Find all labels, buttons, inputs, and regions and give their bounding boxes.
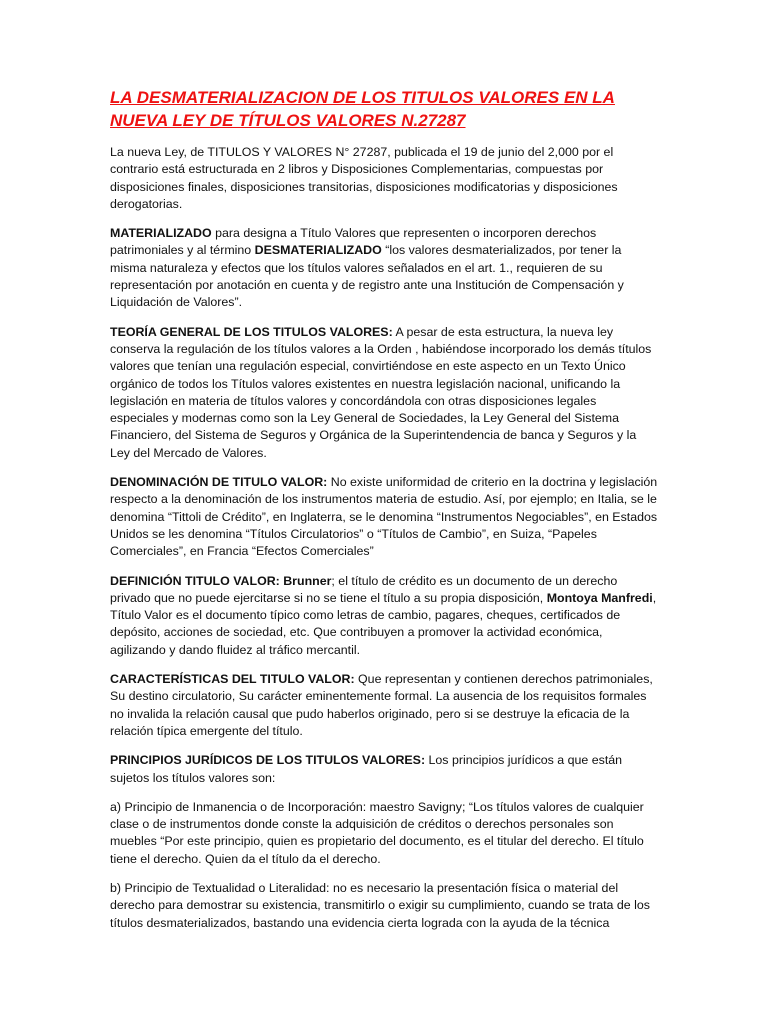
- materializado-text-2: “los valores desmaterializados, por tener la misma naturaleza y efectos que los títulos valores señalados en el art. 1., requieren de su representación por anotación en cuenta y de registro ante una Institución de Compensación y Liquidación de Valores”.: [110, 243, 624, 310]
- denominacion-heading: DENOMINACIÓN DE TITULO VALOR:: [110, 475, 328, 490]
- term-desmaterializado: DESMATERIALIZADO: [254, 243, 382, 258]
- caracteristicas-text: Que representan y contienen derechos patrimoniales, Su destino circulatorio, Su carácter eminentemente formal. La ausencia de los requisitos formales no invalida la relación causal que pudo haberlos originado, pero si se destruye la eficacia de la relación típica emergente del título.: [110, 672, 653, 738]
- denominacion-text: No existe uniformidad de criterio en la doctrina y legislación respecto a la denominación de los instrumentos materia de estudio. Así, por ejemplo; en Italia, se le denomina “Tittoli de Crédito”, en Inglaterra, se le denomina “Instrumentos Negociables”, en Estados Unidos se les denomina “Títulos Circulatorios” o “Títulos de Cambio”, en Suiza, “Papeles Comerciales”, en Francia “Efectos Comerciales”: [110, 475, 658, 559]
- term-materializado: MATERIALIZADO: [110, 226, 212, 241]
- document-page: [110, 86, 658, 944]
- principios-paragraph: [110, 752, 658, 787]
- principios-heading: PRINCIPIOS JURÍDICOS DE LOS TITULOS VALORES:: [110, 753, 426, 768]
- principio-a-paragraph: a) Principio de Inmanencia o de Incorporación: maestro Savigny; “Los títulos valores de cualquier clase o de instrumentos donde conste la adquisición de créditos o derechos personales son muebles “Por este principio, quien es propietario del documento, es el titular del derecho. El título tiene el derecho. Quien da el título da el derecho.: [110, 799, 644, 866]
- definicion-text-1: ; el título de crédito es un documento de un derecho privado que no puede ejercitarse si no se tiene el título a su propia disposición,: [110, 573, 618, 605]
- principios-text: Los principios jurídicos a que están sujetos los títulos valores son:: [110, 753, 623, 785]
- principio-b-paragraph: b) Principio de Textualidad o Literalidad: no es necesario la presentación física o material del derecho para demostrar su existencia, transmitirlo o exigir su cumplimiento, cuando se trata de los títulos desmaterializados, bastando una evidencia cierta lograda con la ayuda de la técnica: [110, 880, 650, 930]
- document-title: LA DESMATERIALIZACION DE LOS TITULOS VALORES EN LA NUEVA LEY DE TÍTULOS VALORES N.27287: [110, 88, 615, 130]
- materializado-text-1: para designa a Título Valores que representen o incorporen derechos patrimoniales y al término: [110, 226, 597, 258]
- materializado-paragraph: [110, 225, 658, 311]
- teoria-paragraph: [110, 324, 658, 462]
- definicion-heading: DEFINICIÓN TITULO VALOR: Brunner: [110, 573, 332, 588]
- definicion-text-2: , Título Valor es el documento típico como letras de cambio, pagares, cheques, certificados de depósito, acciones de sociedad, etc. Que contribuyen a promover la actividad económica, agilizando y dando fluidez al tráfico mercantil.: [110, 590, 657, 657]
- teoria-heading: TEORÍA GENERAL DE LOS TITULOS VALORES:: [110, 324, 393, 339]
- denominacion-paragraph: [110, 474, 658, 560]
- definicion-paragraph: [110, 573, 658, 659]
- intro-paragraph: La nueva Ley, de TITULOS Y VALORES N° 27287, publicada el 19 de junio del 2,000 por el contrario está estructurada en 2 libros y Disposiciones Complementarias, compuestas por disposiciones finales, disposiciones transitorias, disposiciones modificatorias y disposiciones derogatorias.: [110, 145, 618, 211]
- caracteristicas-paragraph: [110, 671, 658, 740]
- definicion-author: Montoya Manfredi: [546, 590, 653, 605]
- caracteristicas-heading: CARACTERÍSTICAS DEL TITULO VALOR:: [110, 672, 355, 687]
- teoria-text: A pesar de esta estructura, la nueva ley conserva la regulación de los títulos valores a la Orden , habiéndose incorporado los demás títulos valores que tenían una regulación especial, convirtiéndose en este aspecto en un Texto Único orgánico de todos los Títulos valores existentes en nuestra legislación nacional, unificando la legislación en materia de títulos valores y concordándola con otras disposiciones legales especiales y modernas como son la Ley General de Sociedades, la Ley General del Sistema Financiero, del Sistema de Seguros y Orgánica de la Superintendencia de banca y Seguros y la Ley del Mercado de Valores.: [110, 324, 652, 460]
